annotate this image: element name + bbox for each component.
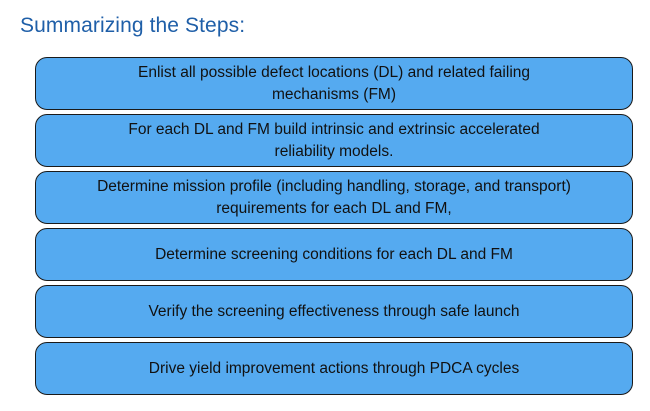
step-text-1 xyxy=(138,62,530,106)
step-text-6 xyxy=(149,358,519,380)
step-box-5 xyxy=(35,285,633,338)
step-text-2 xyxy=(128,119,539,163)
step-text-2-line-1: For each DL and FM build intrinsic and extrinsic accelerated xyxy=(128,120,540,138)
step-text-5 xyxy=(148,301,519,323)
step-box-4 xyxy=(35,228,633,281)
step-text-3-line-1: Determine mission profile (including handling, storage, and transport) xyxy=(97,177,571,195)
step-text-4-line-1: Determine screening conditions for each DL and FM xyxy=(155,245,513,263)
step-text-3 xyxy=(97,176,571,220)
step-text-6-line-1: Drive yield improvement actions through PDCA cycles xyxy=(148,359,520,377)
step-box-1 xyxy=(35,57,633,110)
page-title: Summarizing the Steps: xyxy=(20,14,246,37)
step-text-4 xyxy=(155,244,513,266)
step-text-1-line-1: Enlist all possible defect locations (DL) and related failing xyxy=(137,63,531,81)
step-box-3 xyxy=(35,171,633,224)
step-box-6 xyxy=(35,342,633,395)
step-text-2-line-2: reliability models. xyxy=(274,142,394,160)
step-text-5-line-1: Verify the screening effectiveness through safe launch xyxy=(148,302,520,320)
step-box-2 xyxy=(35,114,633,167)
step-text-1-line-2: mechanisms (FM) xyxy=(271,85,396,103)
step-text-3-line-2: requirements for each DL and FM, xyxy=(216,199,452,217)
